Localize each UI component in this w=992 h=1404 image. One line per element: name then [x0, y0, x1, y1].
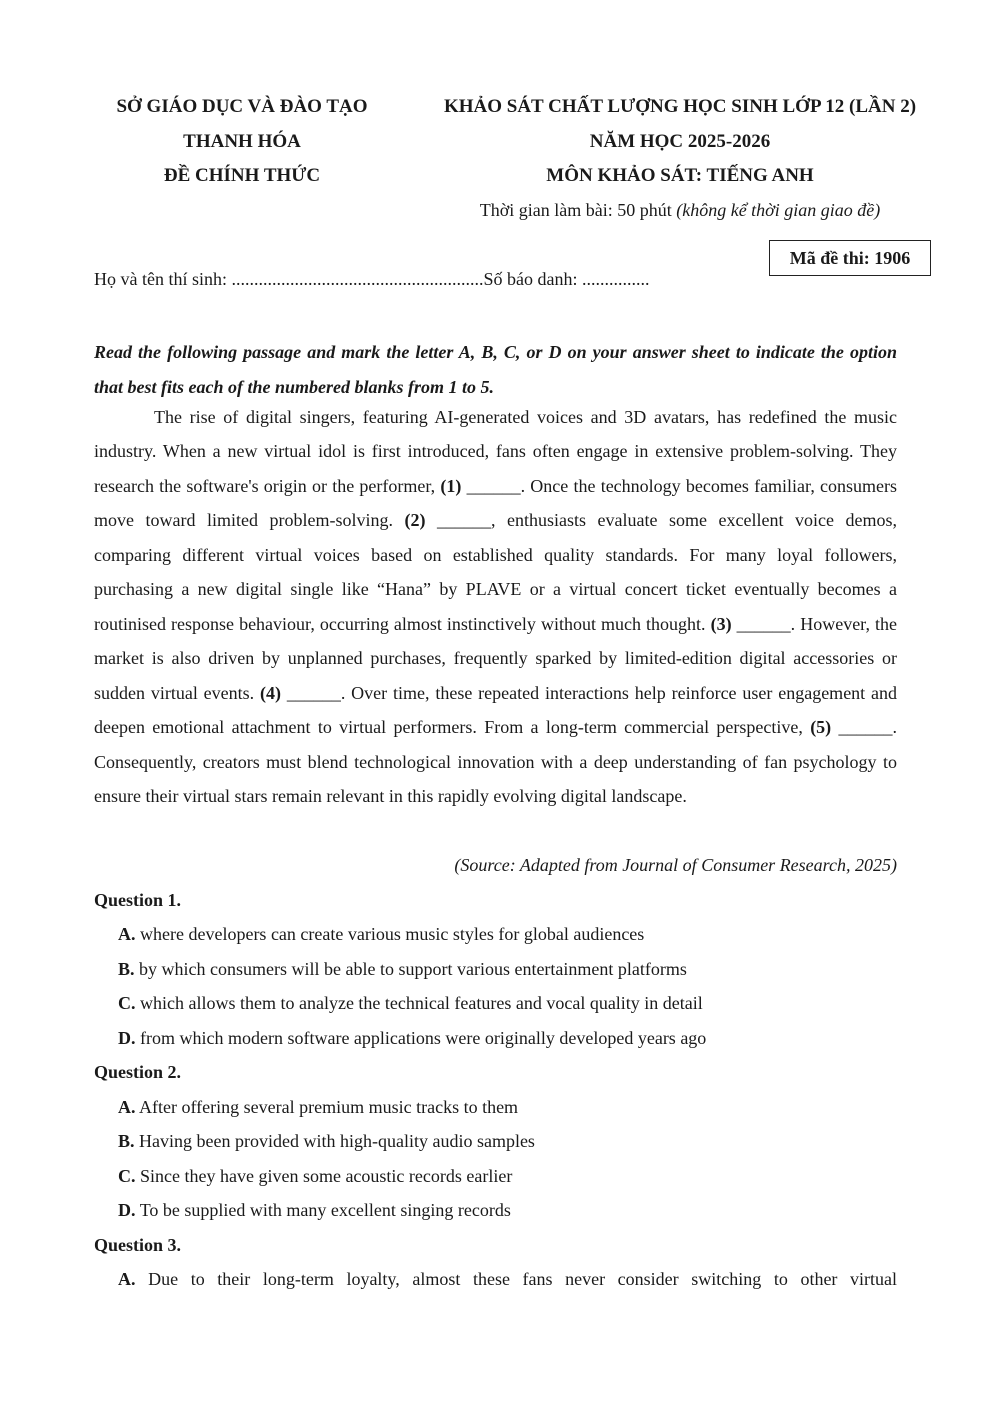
blank-3-label: (3) [710, 613, 732, 634]
option-letter: C. [118, 993, 136, 1013]
passage-text: ______. However, the market is also driven by unplanned purchases, frequently sparked by limited-edition digital accessories or sudden virtual events. [94, 613, 897, 703]
question-2-title: Question 2. [94, 1062, 182, 1082]
option-text: After offering several premium music tracks to them [139, 1097, 519, 1117]
blank-5-label: (5) [810, 717, 832, 738]
question-3-title: Question 3. [94, 1235, 182, 1255]
q2-option-d [118, 1200, 511, 1221]
q1-option-a [118, 924, 644, 945]
option-letter: B. [118, 959, 135, 979]
q1-option-b [118, 959, 687, 980]
option-text: from which modern software applications were originally developed years ago [140, 1028, 707, 1048]
q2-option-c [118, 1166, 512, 1187]
option-text: Having been provided with high-quality audio samples [139, 1131, 535, 1151]
option-letter: D. [118, 1028, 136, 1048]
blank-4-label: (4) [260, 682, 281, 703]
q1-option-d [118, 1028, 706, 1049]
department-name: SỞ GIÁO DỤC VÀ ĐÀO TẠO [116, 96, 368, 117]
exam-title: KHẢO SÁT CHẤT LƯỢNG HỌC SINH LỚP 12 (LẦN 2) [443, 96, 917, 117]
passage-text: ______, enthusiasts evaluate some excellent voice demos, comparing different virtual voices based on established quality standards. For many loyal followers, purchasing a new digital single like “Hana” by PLAVE or a virtual concert ticket eventually becomes a routinised response behaviour, occurring almost instinctively without much thought. [94, 510, 897, 634]
question-1-title: Question 1. [94, 890, 182, 910]
option-letter: B. [118, 1131, 135, 1151]
blank-2-label: (2) [404, 510, 426, 531]
exam-code-box: Mã đề thi: 1906 [769, 240, 931, 276]
source-citation: (Source: Adapted from Journal of Consumer Research, 2025) [454, 855, 897, 875]
option-letter: C. [118, 1166, 136, 1186]
q2-option-b [118, 1131, 535, 1152]
official-exam-label: ĐỀ CHÍNH THỨC [163, 165, 321, 186]
passage-text: The rise of digital singers, featuring AI-generated voices and 3D avatars, has redefined the music industry. When a new virtual idol is first introduced, fans often engage in extensive problem-solving. They research the software's origin or the performer, [94, 407, 897, 496]
q1-option-c [118, 993, 703, 1014]
option-text: Due to their long-term loyalty, almost these fans never consider switching to other virtual [148, 1269, 897, 1289]
q2-option-a [118, 1097, 518, 1118]
option-letter: A. [118, 924, 136, 944]
option-letter: D. [118, 1200, 136, 1220]
instruction: Read the following passage and mark the letter A, B, C, or D on your answer sheet to indicate the option that best fits each of the numbered blanks from 1 to 5. [94, 342, 897, 397]
option-text: To be supplied with many excellent singing records [139, 1200, 511, 1220]
subject: MÔN KHẢO SÁT: TIẾNG ANH [546, 165, 814, 186]
option-text: which allows them to analyze the technical features and vocal quality in detail [140, 993, 703, 1013]
passage-text: ______. Consequently, creators must blend technological innovation with a deep understanding of fan psychology to ensure their virtual stars remain relevant in this rapidly evolving digital landscape. [94, 717, 897, 806]
time-label: Thời gian làm bài: 50 phút [479, 200, 672, 220]
province-name: THANH HÓA [183, 131, 301, 152]
time-info [430, 200, 930, 221]
passage-text: ______. Once the technology becomes familiar, consumers move toward limited problem-solving. [94, 475, 898, 531]
option-letter: A. [118, 1097, 136, 1117]
passage-text: ______. Over time, these repeated interactions help reinforce user engagement and deepen emotional attachment to virtual performers. From a long-term commercial perspective, [94, 682, 898, 738]
option-text: Since they have given some acoustic records earlier [140, 1166, 513, 1186]
candidate-info-line: Họ và tên thí sinh: ........................................................Số báo danh: ............... [94, 269, 650, 289]
time-note: (không kể thời gian giao đề) [676, 200, 881, 220]
option-text: where developers can create various music styles for global audiences [140, 924, 645, 944]
option-letter: A. [118, 1269, 136, 1289]
blank-1-label: (1) [440, 475, 462, 496]
q3-option-a [118, 1269, 897, 1290]
school-year: NĂM HỌC 2025-2026 [589, 131, 771, 152]
reading-passage [94, 400, 897, 813]
option-text: by which consumers will be able to support various entertainment platforms [139, 959, 687, 979]
